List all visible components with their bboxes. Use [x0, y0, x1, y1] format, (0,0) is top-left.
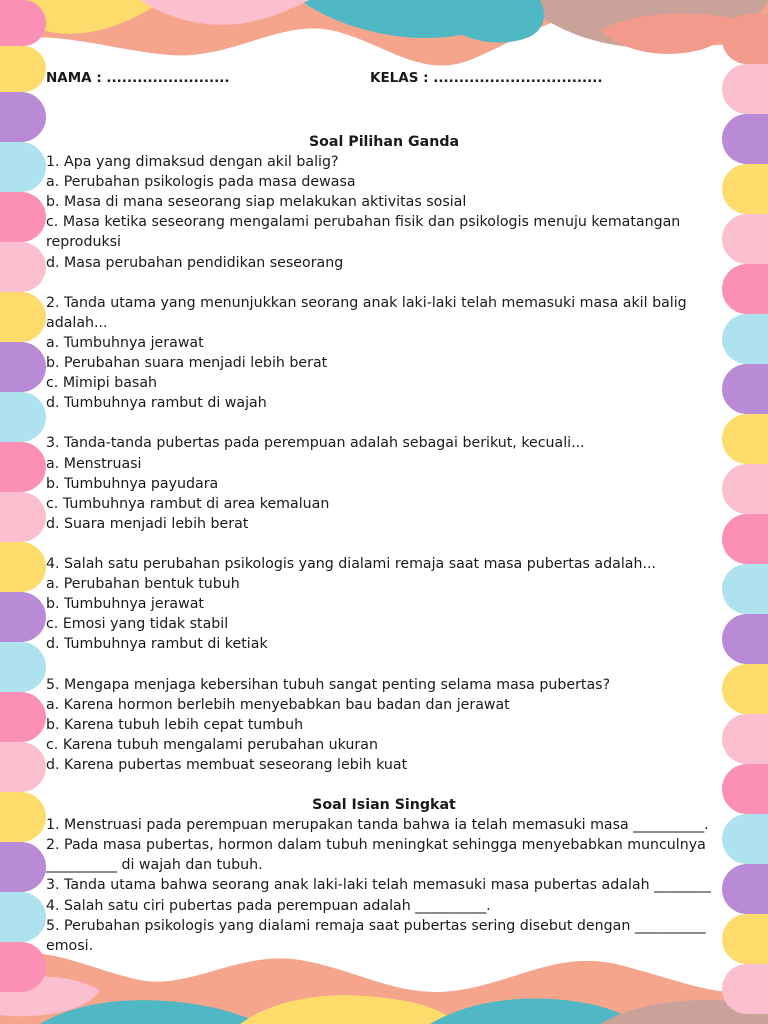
option-d: d. Masa perubahan pendidikan seseorang — [46, 254, 344, 271]
short-answer-item-2: 2. Pada masa pubertas, hormon dalam tubuh meningkat sehingga menyebabkan munculnya __________ di wajah dan tubuh. — [46, 837, 706, 874]
option-d: d. Tumbuhnya rambut di ketiak — [46, 636, 268, 653]
question-1 — [46, 152, 722, 273]
short-answer-title: Soal Isian Singkat — [312, 797, 456, 814]
short-answer-item-4: 4. Salah satu ciri pubertas pada perempuan adalah __________. — [46, 897, 491, 914]
question-2 — [46, 293, 722, 414]
option-d: d. Suara menjadi lebih berat — [46, 515, 249, 532]
option-a: a. Menstruasi — [46, 455, 142, 472]
option-c: c. Karena tubuh mengalami perubahan ukuran — [46, 736, 378, 753]
worksheet — [46, 70, 722, 960]
question-text: 3. Tanda-tanda pubertas pada perempuan adalah sebagai berikut, kecuali... — [46, 435, 585, 452]
short-answer-item-3: 3. Tanda utama bahwa seorang anak laki-laki telah memasuki masa pubertas adalah ________ — [46, 877, 711, 894]
option-c: c. Tumbuhnya rambut di area kemaluan — [46, 495, 330, 512]
worksheet-content — [46, 132, 722, 956]
option-d: d. Karena pubertas membuat seseorang lebih kuat — [46, 756, 408, 773]
option-a: a. Perubahan bentuk tubuh — [46, 576, 240, 593]
option-a: a. Perubahan psikologis pada masa dewasa — [46, 174, 356, 191]
right-pill-stripes — [722, 14, 768, 1014]
option-b: b. Tumbuhnya jerawat — [46, 596, 204, 613]
short-answer-item-1: 1. Menstruasi pada perempuan merupakan tanda bahwa ia telah memasuki masa __________. — [46, 817, 709, 834]
option-d: d. Tumbuhnya rambut di wajah — [46, 395, 267, 412]
option-b: b. Karena tubuh lebih cepat tumbuh — [46, 716, 304, 733]
question-text: 5. Mengapa menjaga kebersihan tubuh sangat penting selama masa pubertas? — [46, 676, 611, 693]
question-4 — [46, 554, 722, 654]
option-a: a. Tumbuhnya jerawat — [46, 334, 204, 351]
option-b: b. Masa di mana seseorang siap melakukan aktivitas sosial — [46, 194, 467, 211]
bottom-wave-decoration — [0, 953, 768, 1024]
question-text: 1. Apa yang dimaksud dengan akil balig? — [46, 154, 339, 171]
question-5 — [46, 675, 722, 775]
multiple-choice-title: Soal Pilihan Ganda — [308, 134, 460, 150]
student-info-row — [46, 70, 722, 92]
short-answer-item-5: 5. Perubahan psikologis yang dialami remaja saat pubertas sering disebut dengan __________ emosi. — [46, 917, 706, 954]
question-text: 4. Salah satu perubahan psikologis yang dialami remaja saat masa pubertas adalah... — [46, 555, 656, 572]
option-b: b. Perubahan suara menjadi lebih berat — [46, 355, 328, 372]
kelas-field: KELAS : ................................. — [370, 70, 603, 86]
option-c: c. Mimipi basah — [46, 375, 157, 392]
left-pill-stripes — [0, 0, 46, 992]
nama-field: NAMA : ........................ — [46, 70, 230, 86]
question-text: 2. Tanda utama yang menunjukkan seorang anak laki-laki telah memasuki masa akil balig adalah... — [46, 294, 687, 331]
top-wave-decoration — [0, 0, 768, 66]
option-a: a. Karena hormon berlebih menyebabkan bau badan dan jerawat — [46, 696, 510, 713]
option-b: b. Tumbuhnya payudara — [46, 475, 219, 492]
option-c: c. Emosi yang tidak stabil — [46, 616, 229, 633]
question-3 — [46, 433, 722, 533]
option-c: c. Masa ketika seseorang mengalami perubahan fisik dan psikologis menuju kematangan reproduksi — [46, 214, 681, 251]
